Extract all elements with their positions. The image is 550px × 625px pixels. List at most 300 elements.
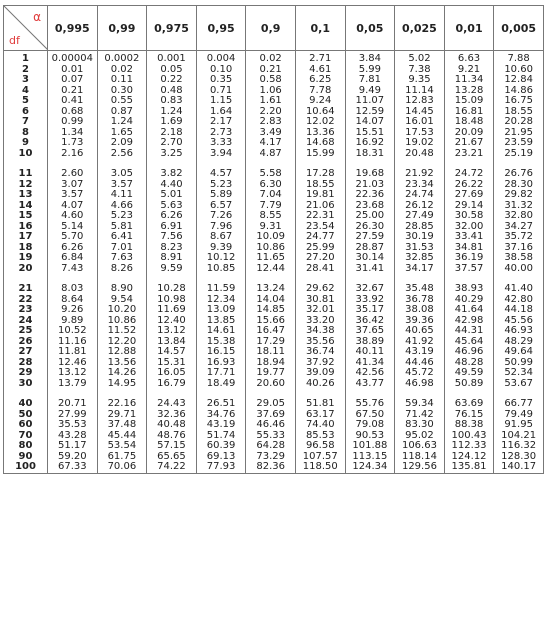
critical-value-cell: 59.34 — [395, 399, 445, 410]
critical-value-cell: 17.28 — [295, 169, 345, 180]
df-label: df — [9, 34, 20, 47]
critical-value-cell: 36.74 — [295, 347, 345, 358]
critical-value-cell: 51.74 — [196, 431, 246, 442]
critical-value-cell: 124.34 — [345, 462, 395, 473]
critical-value-cell: 11.69 — [147, 305, 197, 316]
critical-value-cell: 95.02 — [395, 431, 445, 442]
df-cell: 16 — [4, 222, 48, 233]
table-row — [4, 169, 544, 180]
critical-value-cell: 7.81 — [345, 75, 395, 86]
critical-value-cell: 26.22 — [444, 180, 494, 191]
critical-value-cell: 34.81 — [444, 243, 494, 254]
critical-value-cell: 14.45 — [395, 107, 445, 118]
critical-value-cell: 74.40 — [295, 420, 345, 431]
critical-value-cell: 0.05 — [147, 65, 197, 76]
critical-value-cell: 50.89 — [444, 379, 494, 390]
critical-value-cell: 7.01 — [97, 243, 147, 254]
table-row — [4, 441, 544, 452]
critical-value-cell: 6.26 — [147, 211, 197, 222]
critical-value-cell: 14.85 — [246, 305, 296, 316]
df-cell: 28 — [4, 358, 48, 369]
critical-value-cell: 23.54 — [295, 222, 345, 233]
critical-value-cell: 0.10 — [196, 65, 246, 76]
critical-value-cell: 16.05 — [147, 368, 197, 379]
critical-value-cell: 88.38 — [444, 420, 494, 431]
critical-value-cell: 31.53 — [395, 243, 445, 254]
df-cell: 100 — [4, 462, 48, 473]
critical-value-cell: 37.92 — [295, 358, 345, 369]
critical-value-cell: 1.24 — [147, 107, 197, 118]
critical-value-cell: 35.72 — [494, 232, 544, 243]
critical-value-cell: 19.81 — [295, 190, 345, 201]
critical-value-cell: 2.16 — [48, 149, 98, 160]
critical-value-cell: 17.29 — [246, 337, 296, 348]
critical-value-cell: 14.04 — [246, 295, 296, 306]
critical-value-cell: 77.93 — [196, 462, 246, 473]
critical-value-cell: 3.05 — [97, 169, 147, 180]
critical-value-cell: 7.38 — [395, 65, 445, 76]
critical-value-cell: 31.32 — [494, 201, 544, 212]
df-cell: 40 — [4, 399, 48, 410]
critical-value-cell: 5.99 — [345, 65, 395, 76]
critical-value-cell: 118.14 — [395, 452, 445, 463]
critical-value-cell: 1.64 — [196, 107, 246, 118]
critical-value-cell: 60.39 — [196, 441, 246, 452]
critical-value-cell: 106.63 — [395, 441, 445, 452]
critical-value-cell: 45.64 — [444, 337, 494, 348]
critical-value-cell: 7.26 — [196, 211, 246, 222]
critical-value-cell: 37.65 — [345, 326, 395, 337]
critical-value-cell: 32.67 — [345, 284, 395, 295]
critical-value-cell: 66.77 — [494, 399, 544, 410]
critical-value-cell: 14.86 — [494, 86, 544, 97]
critical-value-cell: 13.24 — [246, 284, 296, 295]
critical-value-cell: 40.48 — [147, 420, 197, 431]
critical-value-cell: 8.64 — [48, 295, 98, 306]
critical-value-cell: 42.56 — [345, 368, 395, 379]
critical-value-cell: 2.60 — [48, 169, 98, 180]
critical-value-cell: 2.83 — [246, 117, 296, 128]
critical-value-cell: 21.95 — [494, 128, 544, 139]
df-cell: 20 — [4, 264, 48, 275]
critical-value-cell: 12.83 — [395, 96, 445, 107]
critical-value-cell: 0.11 — [97, 75, 147, 86]
critical-value-cell: 1.06 — [246, 86, 296, 97]
critical-value-cell: 8.26 — [97, 264, 147, 275]
critical-value-cell: 70.06 — [97, 462, 147, 473]
alpha-header: 0,1 — [295, 6, 345, 51]
critical-value-cell: 8.23 — [147, 243, 197, 254]
critical-value-cell: 13.36 — [295, 128, 345, 139]
critical-value-cell: 63.69 — [444, 399, 494, 410]
table-row — [4, 51, 544, 65]
critical-value-cell: 0.99 — [48, 117, 98, 128]
critical-value-cell: 46.46 — [246, 420, 296, 431]
critical-value-cell: 1.65 — [97, 128, 147, 139]
critical-value-cell: 28.41 — [295, 264, 345, 275]
critical-value-cell: 32.00 — [444, 222, 494, 233]
critical-value-cell: 73.29 — [246, 452, 296, 463]
critical-value-cell: 26.76 — [494, 169, 544, 180]
df-cell: 5 — [4, 96, 48, 107]
critical-value-cell: 113.15 — [345, 452, 395, 463]
critical-value-cell: 4.11 — [97, 190, 147, 201]
critical-value-cell: 18.49 — [196, 379, 246, 390]
critical-value-cell: 11.59 — [196, 284, 246, 295]
alpha-header: 0,99 — [97, 6, 147, 51]
df-cell: 13 — [4, 190, 48, 201]
critical-value-cell: 53.67 — [494, 379, 544, 390]
critical-value-cell: 1.61 — [246, 96, 296, 107]
critical-value-cell: 5.81 — [97, 222, 147, 233]
critical-value-cell: 10.86 — [246, 243, 296, 254]
table-row — [4, 326, 544, 337]
critical-value-cell: 0.48 — [147, 86, 197, 97]
critical-value-cell: 45.56 — [494, 316, 544, 327]
critical-value-cell: 43.28 — [48, 431, 98, 442]
df-cell: 29 — [4, 368, 48, 379]
critical-value-cell: 27.99 — [48, 410, 98, 421]
alpha-header: 0,005 — [494, 6, 544, 51]
critical-value-cell: 128.30 — [494, 452, 544, 463]
critical-value-cell: 82.36 — [246, 462, 296, 473]
critical-value-cell: 0.004 — [196, 51, 246, 65]
critical-value-cell: 8.90 — [97, 284, 147, 295]
critical-value-cell: 48.29 — [494, 337, 544, 348]
table-row — [4, 305, 544, 316]
critical-value-cell: 107.57 — [295, 452, 345, 463]
df-cell: 23 — [4, 305, 48, 316]
critical-value-cell: 13.12 — [147, 326, 197, 337]
critical-value-cell: 43.19 — [395, 347, 445, 358]
critical-value-cell: 9.24 — [295, 96, 345, 107]
critical-value-cell: 32.01 — [295, 305, 345, 316]
critical-value-cell: 4.57 — [196, 169, 246, 180]
alpha-header: 0,05 — [345, 6, 395, 51]
critical-value-cell: 24.77 — [295, 232, 345, 243]
table-row — [4, 347, 544, 358]
critical-value-cell: 8.03 — [48, 284, 98, 295]
df-cell: 60 — [4, 420, 48, 431]
alpha-header: 0,975 — [147, 6, 197, 51]
df-cell: 2 — [4, 65, 48, 76]
critical-value-cell: 44.46 — [395, 358, 445, 369]
critical-value-cell: 2.71 — [295, 51, 345, 65]
critical-value-cell: 8.67 — [196, 232, 246, 243]
critical-value-cell: 26.51 — [196, 399, 246, 410]
critical-value-cell: 23.59 — [494, 138, 544, 149]
critical-value-cell: 30.81 — [295, 295, 345, 306]
header-row — [4, 6, 544, 51]
critical-value-cell: 37.16 — [494, 243, 544, 254]
chi-square-critical-values-table — [3, 5, 544, 474]
critical-value-cell: 50.99 — [494, 358, 544, 369]
critical-value-cell: 124.12 — [444, 452, 494, 463]
critical-value-cell: 83.30 — [395, 420, 445, 431]
critical-value-cell: 11.16 — [48, 337, 98, 348]
critical-value-cell: 14.61 — [196, 326, 246, 337]
critical-value-cell: 40.26 — [295, 379, 345, 390]
critical-value-cell: 42.98 — [444, 316, 494, 327]
critical-value-cell: 12.34 — [196, 295, 246, 306]
critical-value-cell: 33.92 — [345, 295, 395, 306]
critical-value-cell: 22.36 — [345, 190, 395, 201]
critical-value-cell: 0.00004 — [48, 51, 98, 65]
critical-value-cell: 48.76 — [147, 431, 197, 442]
critical-value-cell: 1.15 — [196, 96, 246, 107]
critical-value-cell: 1.69 — [147, 117, 197, 128]
critical-value-cell: 9.89 — [48, 316, 98, 327]
critical-value-cell: 15.09 — [444, 96, 494, 107]
critical-value-cell: 24.74 — [395, 190, 445, 201]
critical-value-cell: 35.17 — [345, 305, 395, 316]
critical-value-cell: 16.81 — [444, 107, 494, 118]
critical-value-cell: 44.31 — [444, 326, 494, 337]
critical-value-cell: 67.33 — [48, 462, 98, 473]
critical-value-cell: 9.26 — [48, 305, 98, 316]
critical-value-cell: 1.24 — [97, 117, 147, 128]
critical-value-cell: 3.07 — [48, 180, 98, 191]
critical-value-cell: 6.91 — [147, 222, 197, 233]
critical-value-cell: 140.17 — [494, 462, 544, 473]
df-cell: 1 — [4, 51, 48, 65]
critical-value-cell: 46.96 — [444, 347, 494, 358]
critical-value-cell: 9.49 — [345, 86, 395, 97]
critical-value-cell: 14.68 — [295, 138, 345, 149]
critical-value-cell: 100.43 — [444, 431, 494, 442]
critical-value-cell: 37.57 — [444, 264, 494, 275]
critical-value-cell: 13.12 — [48, 368, 98, 379]
critical-value-cell: 6.26 — [48, 243, 98, 254]
critical-value-cell: 13.79 — [48, 379, 98, 390]
df-cell: 19 — [4, 253, 48, 264]
df-cell: 7 — [4, 117, 48, 128]
critical-value-cell: 48.28 — [444, 358, 494, 369]
critical-value-cell: 28.87 — [345, 243, 395, 254]
critical-value-cell: 135.81 — [444, 462, 494, 473]
table-row — [4, 232, 544, 243]
critical-value-cell: 2.09 — [97, 138, 147, 149]
critical-value-cell: 33.20 — [295, 316, 345, 327]
critical-value-cell: 29.14 — [444, 201, 494, 212]
critical-value-cell: 1.34 — [48, 128, 98, 139]
critical-value-cell: 5.23 — [196, 180, 246, 191]
critical-value-cell: 55.33 — [246, 431, 296, 442]
critical-value-cell: 9.35 — [395, 75, 445, 86]
critical-value-cell: 20.60 — [246, 379, 296, 390]
critical-value-cell: 46.98 — [395, 379, 445, 390]
critical-value-cell: 7.43 — [48, 264, 98, 275]
critical-value-cell: 4.17 — [246, 138, 296, 149]
critical-value-cell: 59.20 — [48, 452, 98, 463]
critical-value-cell: 21.03 — [345, 180, 395, 191]
table-row — [4, 264, 544, 275]
critical-value-cell: 10.98 — [147, 295, 197, 306]
critical-value-cell: 46.93 — [494, 326, 544, 337]
critical-value-cell: 1.73 — [48, 138, 98, 149]
table-body — [4, 51, 544, 474]
table-row — [4, 211, 544, 222]
df-cell: 15 — [4, 211, 48, 222]
critical-value-cell: 15.31 — [147, 358, 197, 369]
critical-value-cell: 6.41 — [97, 232, 147, 243]
critical-value-cell: 6.63 — [444, 51, 494, 65]
critical-value-cell: 45.44 — [97, 431, 147, 442]
table-row — [4, 75, 544, 86]
alpha-label: α — [33, 10, 41, 24]
critical-value-cell: 18.48 — [444, 117, 494, 128]
df-cell: 14 — [4, 201, 48, 212]
df-cell: 80 — [4, 441, 48, 452]
critical-value-cell: 35.48 — [395, 284, 445, 295]
critical-value-cell: 28.85 — [395, 222, 445, 233]
critical-value-cell: 27.49 — [395, 211, 445, 222]
critical-value-cell: 18.55 — [494, 107, 544, 118]
critical-value-cell: 30.14 — [345, 253, 395, 264]
critical-value-cell: 91.95 — [494, 420, 544, 431]
critical-value-cell: 14.57 — [147, 347, 197, 358]
critical-value-cell: 7.96 — [196, 222, 246, 233]
critical-value-cell: 40.65 — [395, 326, 445, 337]
critical-value-cell: 53.54 — [97, 441, 147, 452]
critical-value-cell: 27.59 — [345, 232, 395, 243]
critical-value-cell: 9.39 — [196, 243, 246, 254]
critical-value-cell: 7.78 — [295, 86, 345, 97]
critical-value-cell: 79.08 — [345, 420, 395, 431]
critical-value-cell: 96.58 — [295, 441, 345, 452]
critical-value-cell: 5.63 — [147, 201, 197, 212]
critical-value-cell: 18.11 — [246, 347, 296, 358]
critical-value-cell: 71.42 — [395, 410, 445, 421]
critical-value-cell: 10.28 — [147, 284, 197, 295]
critical-value-cell: 3.82 — [147, 169, 197, 180]
critical-value-cell: 5.14 — [48, 222, 98, 233]
critical-value-cell: 10.20 — [97, 305, 147, 316]
critical-value-cell: 28.30 — [494, 180, 544, 191]
critical-value-cell: 4.60 — [48, 211, 98, 222]
table-row — [4, 149, 544, 160]
critical-value-cell: 3.25 — [147, 149, 197, 160]
critical-value-cell: 34.76 — [196, 410, 246, 421]
critical-value-cell: 43.77 — [345, 379, 395, 390]
critical-value-cell: 8.55 — [246, 211, 296, 222]
critical-value-cell: 31.41 — [345, 264, 395, 275]
critical-value-cell: 12.84 — [494, 75, 544, 86]
alpha-header: 0,995 — [48, 6, 98, 51]
critical-value-cell: 39.09 — [295, 368, 345, 379]
critical-value-cell: 10.12 — [196, 253, 246, 264]
critical-value-cell: 12.02 — [295, 117, 345, 128]
critical-value-cell: 15.51 — [345, 128, 395, 139]
df-cell: 25 — [4, 326, 48, 337]
critical-value-cell: 24.43 — [147, 399, 197, 410]
critical-value-cell: 23.21 — [444, 149, 494, 160]
critical-value-cell: 57.15 — [147, 441, 197, 452]
critical-value-cell: 41.92 — [395, 337, 445, 348]
critical-value-cell: 16.47 — [246, 326, 296, 337]
critical-value-cell: 40.00 — [494, 264, 544, 275]
critical-value-cell: 20.09 — [444, 128, 494, 139]
critical-value-cell: 2.20 — [246, 107, 296, 118]
critical-value-cell: 90.53 — [345, 431, 395, 442]
critical-value-cell: 17.53 — [395, 128, 445, 139]
critical-value-cell: 14.07 — [345, 117, 395, 128]
critical-value-cell: 18.94 — [246, 358, 296, 369]
critical-value-cell: 12.46 — [48, 358, 98, 369]
critical-value-cell: 11.81 — [48, 347, 98, 358]
critical-value-cell: 2.73 — [196, 128, 246, 139]
critical-value-cell: 52.34 — [494, 368, 544, 379]
critical-value-cell: 39.36 — [395, 316, 445, 327]
critical-value-cell: 0.01 — [48, 65, 98, 76]
critical-value-cell: 10.60 — [494, 65, 544, 76]
critical-value-cell: 24.72 — [444, 169, 494, 180]
critical-value-cell: 5.02 — [395, 51, 445, 65]
critical-value-cell: 12.44 — [246, 264, 296, 275]
critical-value-cell: 13.56 — [97, 358, 147, 369]
critical-value-cell: 2.56 — [97, 149, 147, 160]
critical-value-cell: 33.41 — [444, 232, 494, 243]
critical-value-cell: 19.68 — [345, 169, 395, 180]
df-cell: 10 — [4, 149, 48, 160]
critical-value-cell: 10.09 — [246, 232, 296, 243]
critical-value-cell: 6.25 — [295, 75, 345, 86]
chi-square-table-container — [3, 5, 543, 474]
critical-value-cell: 29.05 — [246, 399, 296, 410]
critical-value-cell: 63.17 — [295, 410, 345, 421]
critical-value-cell: 21.06 — [295, 201, 345, 212]
critical-value-cell: 14.95 — [97, 379, 147, 390]
critical-value-cell: 0.001 — [147, 51, 197, 65]
critical-value-cell: 2.17 — [196, 117, 246, 128]
critical-value-cell: 7.79 — [246, 201, 296, 212]
critical-value-cell: 27.20 — [295, 253, 345, 264]
critical-value-cell: 30.19 — [395, 232, 445, 243]
critical-value-cell: 36.19 — [444, 253, 494, 264]
df-cell: 70 — [4, 431, 48, 442]
critical-value-cell: 10.64 — [295, 107, 345, 118]
critical-value-cell: 7.04 — [246, 190, 296, 201]
critical-value-cell: 5.58 — [246, 169, 296, 180]
critical-value-cell: 74.22 — [147, 462, 197, 473]
critical-value-cell: 4.07 — [48, 201, 98, 212]
critical-value-cell: 32.85 — [395, 253, 445, 264]
critical-value-cell: 38.93 — [444, 284, 494, 295]
critical-value-cell: 0.68 — [48, 107, 98, 118]
critical-value-cell: 23.34 — [395, 180, 445, 191]
critical-value-cell: 3.57 — [48, 190, 98, 201]
critical-value-cell: 0.02 — [97, 65, 147, 76]
critical-value-cell: 35.56 — [295, 337, 345, 348]
critical-value-cell: 112.33 — [444, 441, 494, 452]
critical-value-cell: 36.78 — [395, 295, 445, 306]
critical-value-cell: 16.92 — [345, 138, 395, 149]
critical-value-cell: 101.88 — [345, 441, 395, 452]
critical-value-cell: 118.50 — [295, 462, 345, 473]
critical-value-cell: 104.21 — [494, 431, 544, 442]
critical-value-cell: 12.59 — [345, 107, 395, 118]
table-row — [4, 284, 544, 295]
critical-value-cell: 26.12 — [395, 201, 445, 212]
df-cell: 22 — [4, 295, 48, 306]
critical-value-cell: 51.17 — [48, 441, 98, 452]
critical-value-cell: 10.86 — [97, 316, 147, 327]
critical-value-cell: 0.21 — [246, 65, 296, 76]
critical-value-cell: 44.18 — [494, 305, 544, 316]
critical-value-cell: 64.28 — [246, 441, 296, 452]
df-cell: 4 — [4, 86, 48, 97]
critical-value-cell: 15.38 — [196, 337, 246, 348]
